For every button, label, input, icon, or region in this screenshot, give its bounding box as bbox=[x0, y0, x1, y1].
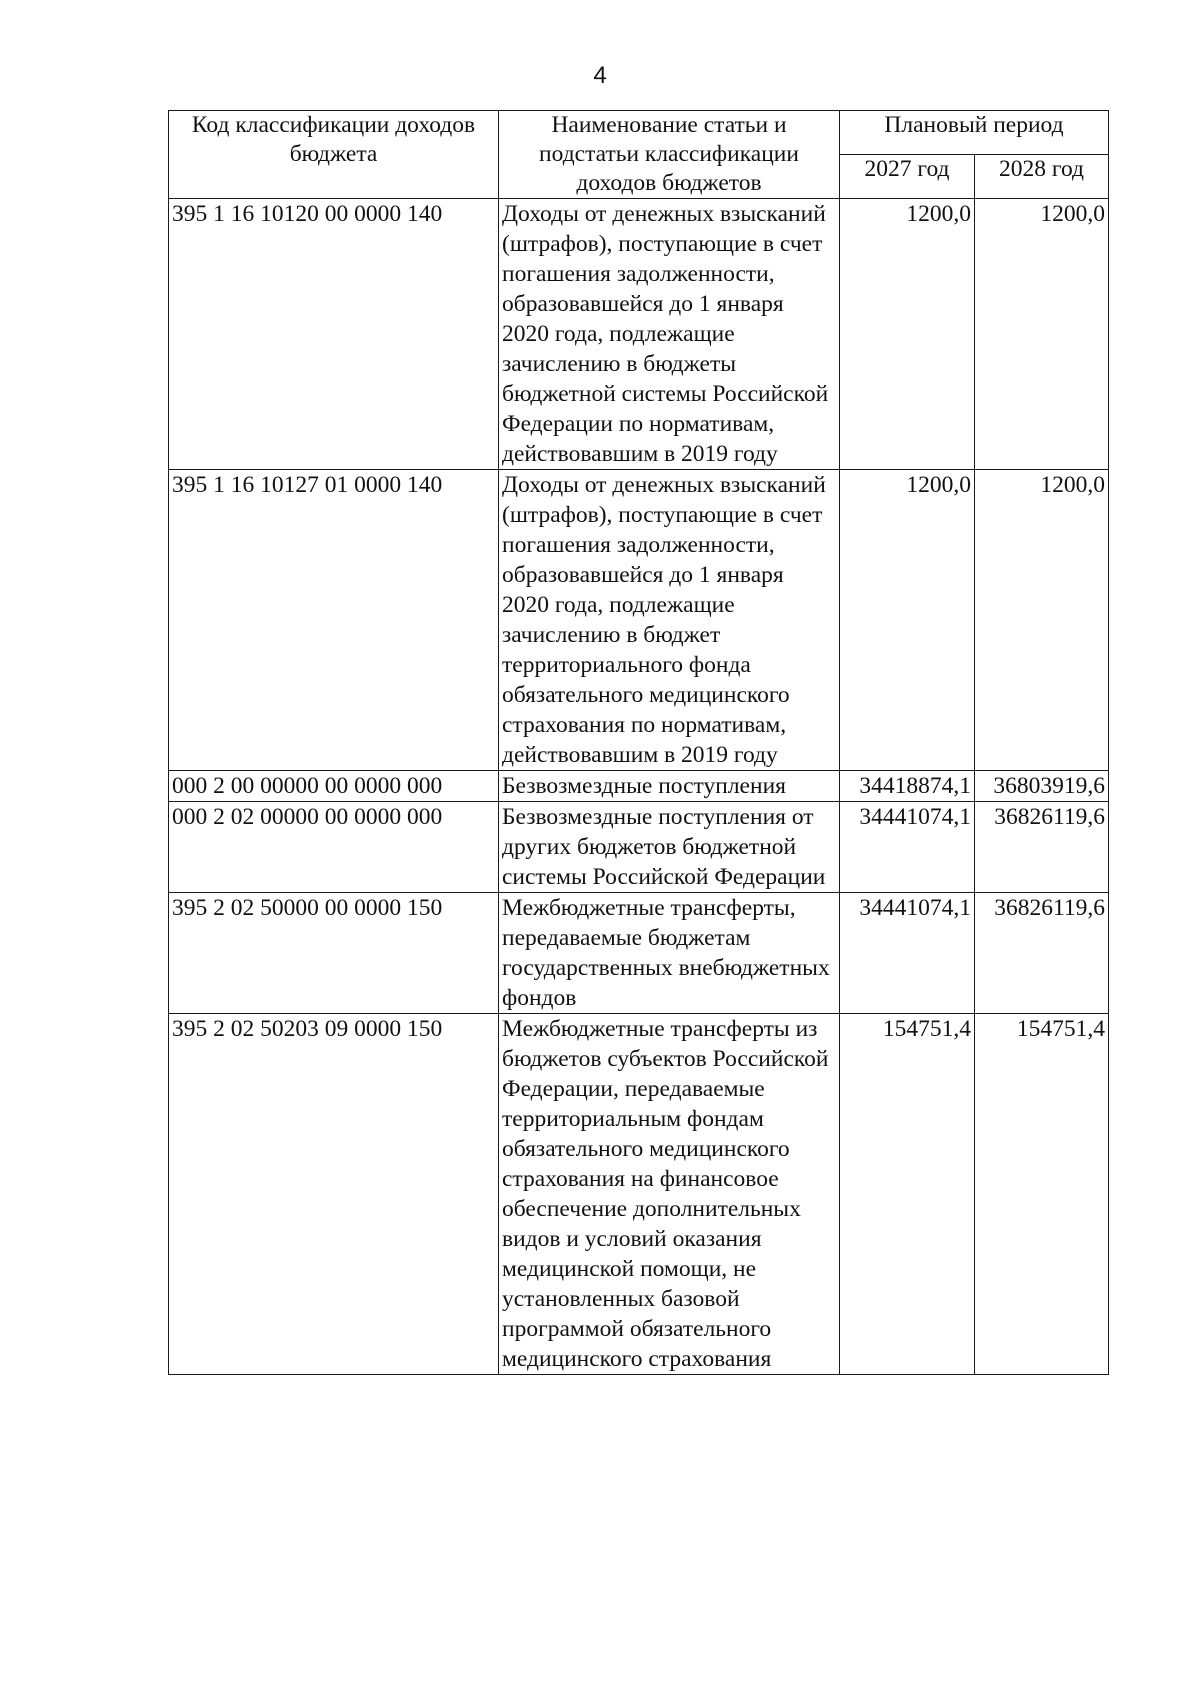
row-value-2028: 154751,4 bbox=[975, 1014, 1109, 1375]
row-value-2027: 34418874,1 bbox=[840, 771, 975, 802]
row-name: Безвозмездные поступления bbox=[499, 771, 840, 802]
row-name: Доходы от денежных взысканий (штрафов), поступающие в счет погашения задолженности, образовавшейся до 1 января 2020 года, подлежащие зачислению в бюджеты бюджетной системы Российской Федерации по нормативам, действовавшим в 2019 году bbox=[499, 199, 840, 470]
header-code: Код классификации доходов бюджета bbox=[169, 111, 499, 199]
row-value-2028: 36803919,6 bbox=[975, 771, 1109, 802]
row-code: 395 1 16 10120 00 0000 140 bbox=[169, 199, 499, 470]
row-value-2027: 154751,4 bbox=[840, 1014, 975, 1375]
page-number: 4 bbox=[593, 62, 607, 89]
row-value-2028: 1200,0 bbox=[975, 470, 1109, 771]
row-value-2027: 1200,0 bbox=[840, 199, 975, 470]
header-planning-period: Плановый период bbox=[840, 111, 1109, 155]
row-value-2027: 34441074,1 bbox=[840, 893, 975, 1014]
table-row bbox=[169, 199, 1109, 470]
row-value-2027: 34441074,1 bbox=[840, 802, 975, 893]
table-row bbox=[169, 802, 1109, 893]
row-value-2028: 36826119,6 bbox=[975, 802, 1109, 893]
row-code: 395 1 16 10127 01 0000 140 bbox=[169, 470, 499, 771]
table-header-row bbox=[169, 111, 1109, 155]
row-value-2028: 36826119,6 bbox=[975, 893, 1109, 1014]
row-code: 395 2 02 50203 09 0000 150 bbox=[169, 1014, 499, 1375]
table-row bbox=[169, 470, 1109, 771]
table-row bbox=[169, 771, 1109, 802]
table-row bbox=[169, 893, 1109, 1014]
row-value-2027: 1200,0 bbox=[840, 470, 975, 771]
row-name: Безвозмездные поступления от других бюджетов бюджетной системы Российской Федерации bbox=[499, 802, 840, 893]
row-name: Межбюджетные трансферты из бюджетов субъектов Российской Федерации, передаваемые территориальным фондам обязательного медицинского страхования на финансовое обеспечение дополнительных видов и условий оказания медицинской помощи, не установленных базовой программой обязательного медицинского страхования bbox=[499, 1014, 840, 1375]
row-name: Доходы от денежных взысканий (штрафов), поступающие в счет погашения задолженности, образовавшейся до 1 января 2020 года, подлежащие зачислению в бюджет территориального фонда обязательного медицинского страхования по нормативам, действовавшим в 2019 году bbox=[499, 470, 840, 771]
header-year-2027: 2027 год bbox=[840, 155, 975, 199]
row-code: 000 2 02 00000 00 0000 000 bbox=[169, 802, 499, 893]
budget-income-table bbox=[168, 110, 1109, 1375]
row-value-2028: 1200,0 bbox=[975, 199, 1109, 470]
row-name: Межбюджетные трансферты, передаваемые бюджетам государственных внебюджетных фондов bbox=[499, 893, 840, 1014]
row-code: 000 2 00 00000 00 0000 000 bbox=[169, 771, 499, 802]
table-row bbox=[169, 1014, 1109, 1375]
header-year-2028: 2028 год bbox=[975, 155, 1109, 199]
row-code: 395 2 02 50000 00 0000 150 bbox=[169, 893, 499, 1014]
header-name: Наименование статьи и подстатьи классификации доходов бюджетов bbox=[499, 111, 840, 199]
